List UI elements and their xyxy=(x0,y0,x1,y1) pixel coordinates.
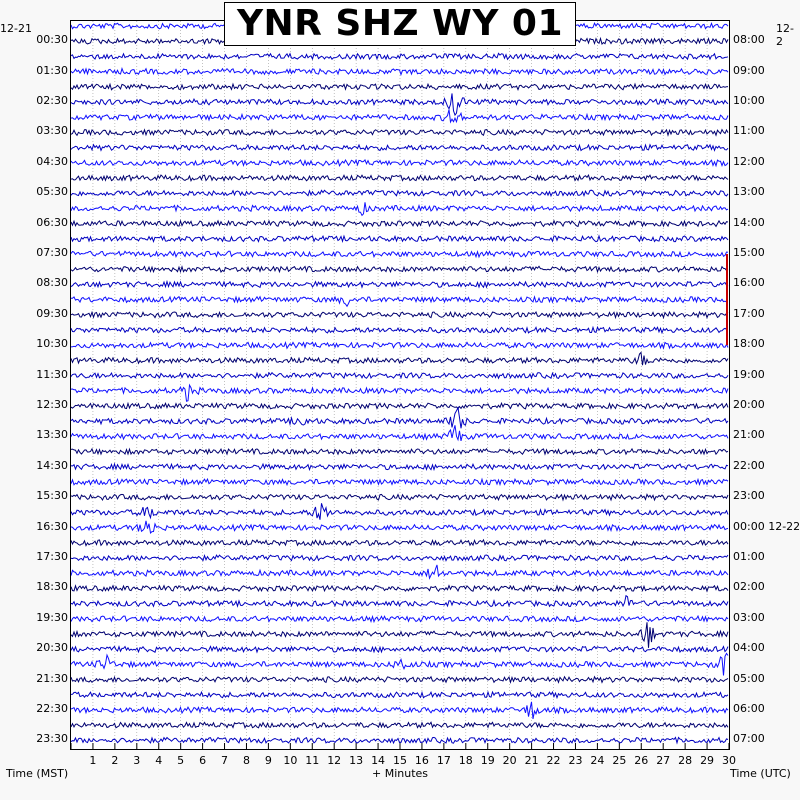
utc-time-label: 01:00 xyxy=(733,550,765,563)
x-tick-label: 17 xyxy=(436,754,451,767)
helicorder-svg xyxy=(71,21,729,749)
seismic-trace xyxy=(71,555,728,561)
seismic-trace xyxy=(71,385,728,401)
mst-axis-label: Time (MST) xyxy=(6,767,69,780)
seismic-trace xyxy=(71,408,728,429)
seismic-trace xyxy=(71,403,728,409)
utc-time-label: 02:00 xyxy=(733,580,765,594)
left-date-label: 12-21 xyxy=(0,22,32,35)
seismic-trace xyxy=(71,175,728,181)
utc-time-label: 03:00 xyxy=(733,610,765,624)
seismic-trace xyxy=(71,145,728,151)
mst-time-label: 19:30 xyxy=(36,610,68,624)
mst-time-label: 23:30 xyxy=(36,732,68,746)
seismic-trace xyxy=(71,53,728,59)
utc-axis-label: Time (UTC) xyxy=(730,767,791,780)
seismic-trace xyxy=(71,737,728,743)
seismic-trace xyxy=(71,130,728,136)
seismic-trace xyxy=(71,190,728,196)
seismic-trace xyxy=(71,373,728,379)
mst-time-label: 14:30 xyxy=(36,458,68,472)
utc-time-label: 10:00 xyxy=(733,94,765,107)
x-tick-label: 10 xyxy=(283,754,298,767)
seismic-trace xyxy=(71,69,728,75)
seismic-trace xyxy=(71,702,728,719)
x-tick-label: 20 xyxy=(502,754,517,767)
seismic-trace xyxy=(71,202,728,215)
utc-time-label: 19:00 xyxy=(733,367,765,381)
seismic-trace xyxy=(71,521,728,533)
seismic-trace xyxy=(71,647,728,653)
helicorder-plot xyxy=(70,20,730,750)
mst-time-label: 03:30 xyxy=(36,124,68,138)
mst-time-label: 08:30 xyxy=(36,276,68,290)
mst-time-label: 09:30 xyxy=(36,306,68,320)
utc-time-label: 11:00 xyxy=(733,124,765,138)
seismic-trace xyxy=(71,692,728,698)
mst-time-label: 00:30 xyxy=(36,33,68,47)
mst-time-label: 16:30 xyxy=(36,519,68,533)
seismic-trace xyxy=(71,616,728,622)
mst-time-label: 11:30 xyxy=(36,367,68,381)
x-tick-label: 19 xyxy=(480,754,495,767)
mst-time-label: 18:30 xyxy=(36,580,68,594)
x-tick-label: 28 xyxy=(678,754,693,767)
seismic-trace xyxy=(71,722,728,728)
right-date-label: 12-2 xyxy=(776,22,794,48)
mst-time-label: 10:30 xyxy=(36,337,68,351)
seismic-trace xyxy=(71,312,728,318)
seismic-trace xyxy=(71,342,728,348)
x-tick-label: 18 xyxy=(458,754,473,767)
seismic-trace xyxy=(71,110,728,122)
seismic-trace xyxy=(71,221,728,227)
seismic-trace xyxy=(71,282,728,288)
utc-time-label: 14:00 xyxy=(733,215,765,229)
utc-time-label: 06:00 xyxy=(733,702,765,715)
mst-time-label: 06:30 xyxy=(36,215,68,229)
utc-time-label: 21:00 xyxy=(733,428,765,442)
utc-time-label: 16:00 xyxy=(733,276,765,290)
x-tick-label: 21 xyxy=(524,754,539,767)
utc-time-label: 18:00 xyxy=(733,337,765,351)
mst-time-label: 01:30 xyxy=(36,63,68,77)
seismic-trace xyxy=(71,425,728,441)
mst-time-label: 20:30 xyxy=(36,641,68,655)
x-tick-label: 7 xyxy=(221,754,229,767)
x-tick-label: 16 xyxy=(414,754,429,767)
seismic-trace xyxy=(71,565,728,578)
x-tick-label: 26 xyxy=(634,754,649,767)
seismic-trace xyxy=(71,251,728,257)
utc-time-label: 20:00 xyxy=(733,398,765,411)
mst-time-label: 05:30 xyxy=(36,185,68,199)
seismic-trace xyxy=(71,464,728,470)
station-title: YNR SHZ WY 01 xyxy=(224,2,576,46)
utc-time-label: 08:00 xyxy=(733,33,765,47)
x-tick-label: 29 xyxy=(700,754,715,767)
x-tick-label: 3 xyxy=(133,754,141,767)
x-tick-label: 15 xyxy=(393,754,407,767)
mst-time-label: 17:30 xyxy=(36,550,68,563)
seismic-trace xyxy=(71,236,728,242)
x-tick-label: 11 xyxy=(305,754,320,767)
seismic-trace xyxy=(71,494,728,500)
seismic-trace xyxy=(71,449,728,455)
mst-time-label: 15:30 xyxy=(36,489,68,503)
seismic-trace xyxy=(71,160,728,166)
seismic-trace xyxy=(71,266,728,272)
x-tick-label: 27 xyxy=(656,754,671,767)
x-tick-label: 5 xyxy=(177,754,185,767)
x-tick-label: 22 xyxy=(546,754,561,767)
x-tick-label: 4 xyxy=(155,754,163,767)
mst-time-label: 07:30 xyxy=(36,246,68,259)
x-tick-label: 24 xyxy=(590,754,605,767)
utc-time-label: 07:00 xyxy=(733,732,765,746)
utc-time-label: 17:00 xyxy=(733,306,765,320)
x-tick-label: 8 xyxy=(242,754,250,767)
seismic-trace xyxy=(71,586,728,592)
seismic-trace xyxy=(71,540,728,546)
utc-time-label: 22:00 xyxy=(733,458,765,472)
x-tick-label: 25 xyxy=(612,754,627,767)
x-tick-label: 1 xyxy=(89,754,97,767)
seismic-trace xyxy=(71,677,728,683)
x-tick-label: 14 xyxy=(371,754,386,767)
utc-time-label: 04:00 xyxy=(733,641,765,655)
utc-time-label: 05:00 xyxy=(733,671,765,685)
mst-time-label: 04:30 xyxy=(36,154,68,168)
utc-time-label: 00:00 12-22 xyxy=(733,519,800,533)
seismic-trace xyxy=(71,297,728,307)
utc-time-label: 12:00 xyxy=(733,154,765,168)
utc-time-label: 23:00 xyxy=(733,489,765,503)
x-tick-label: 30 xyxy=(722,754,736,767)
seismic-trace xyxy=(71,596,728,607)
x-tick-label: 13 xyxy=(349,754,364,767)
mst-time-label: 13:30 xyxy=(36,428,68,442)
seismic-trace xyxy=(71,327,728,333)
x-tick-label: 6 xyxy=(199,754,207,767)
seismic-trace xyxy=(71,479,728,485)
seismic-trace xyxy=(71,93,728,115)
mst-time-label: 12:30 xyxy=(36,398,68,411)
x-tick-label: 9 xyxy=(264,754,272,767)
mst-time-label: 21:30 xyxy=(36,671,68,685)
minutes-axis-label: + Minutes xyxy=(372,767,429,780)
x-tick-label: 23 xyxy=(568,754,583,767)
mst-time-label: 02:30 xyxy=(36,94,68,107)
seismic-trace xyxy=(71,353,728,366)
mst-time-label: 22:30 xyxy=(36,702,68,715)
seismic-trace xyxy=(71,622,728,648)
x-tick-label: 2 xyxy=(111,754,119,767)
seismic-trace xyxy=(71,653,728,675)
utc-time-label: 15:00 xyxy=(733,246,765,259)
utc-time-label: 13:00 xyxy=(733,185,765,199)
x-tick-label: 12 xyxy=(327,754,342,767)
seismic-trace xyxy=(71,84,728,90)
seismic-trace xyxy=(71,503,728,519)
utc-time-label: 09:00 xyxy=(733,63,765,77)
